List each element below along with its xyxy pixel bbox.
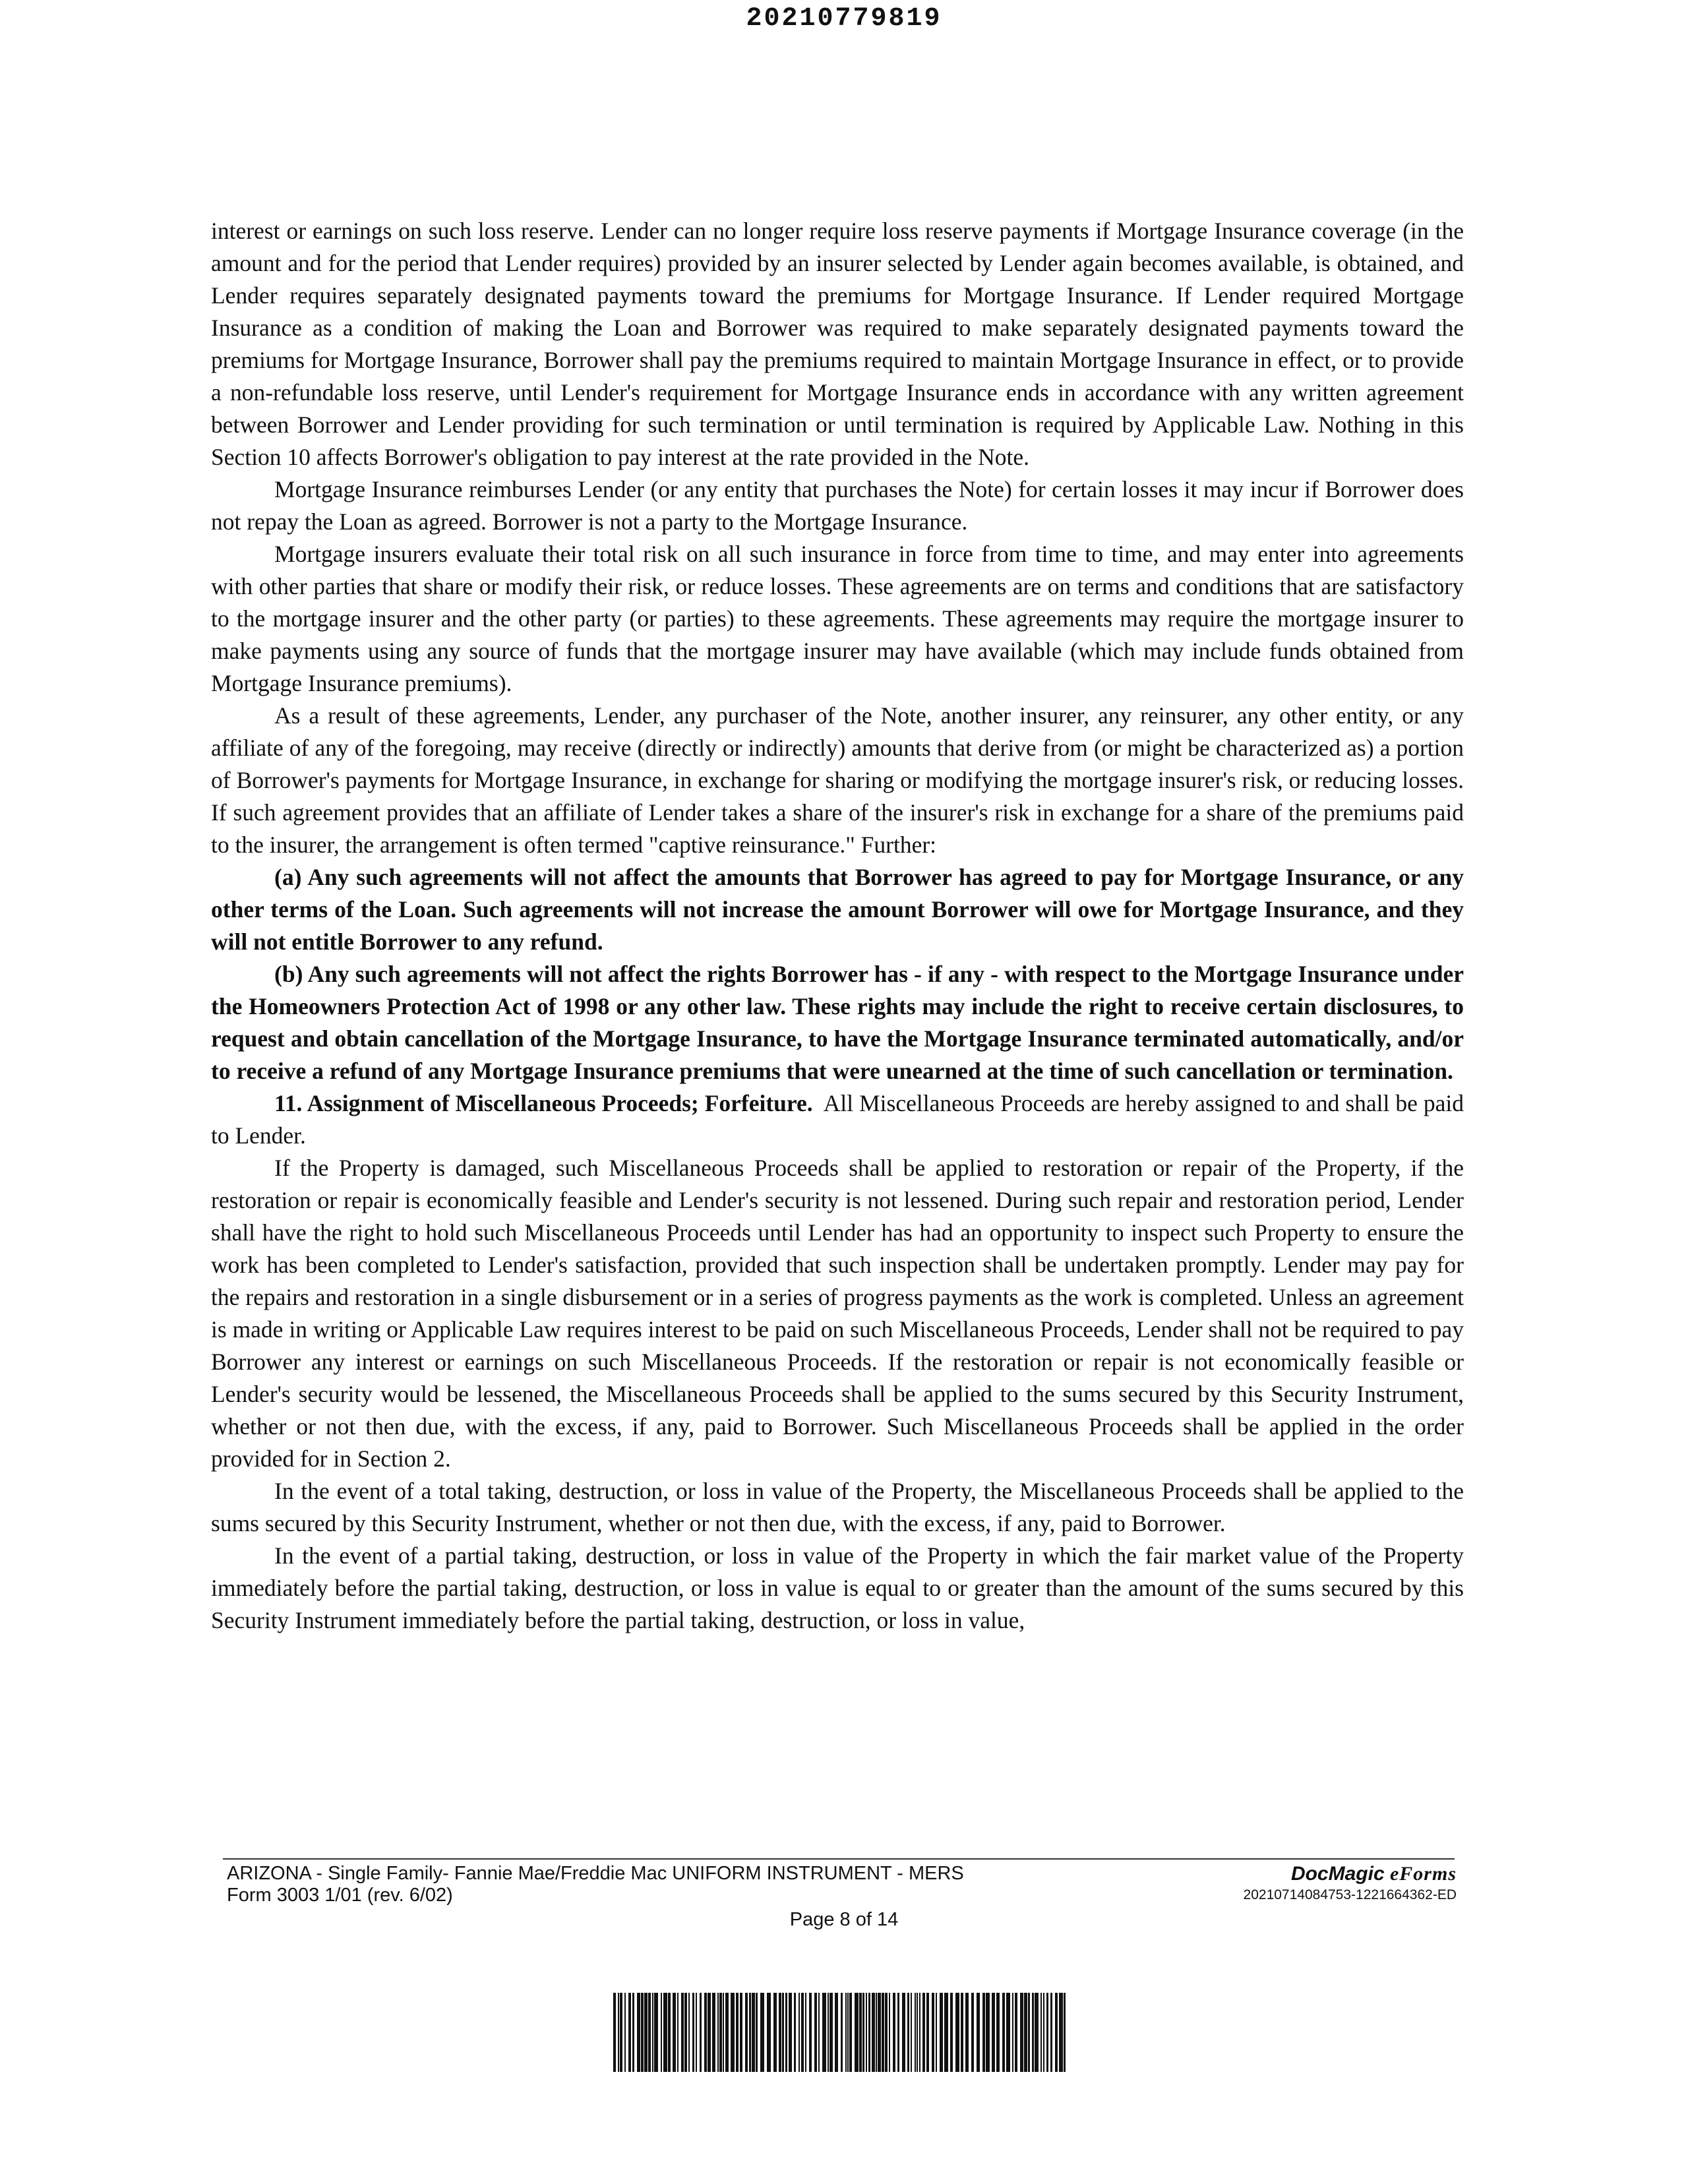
clause-a-text: (a) Any such agreements will not affect the amounts that Borrower has agreed to pay for Mortgage Insurance, or any other terms of the Loan. Such agreements will not increase the amount Borrower will owe for Mortgage Insurance, and they will not entitle Borrower to any refund. [211, 864, 1464, 955]
paragraph-clause-b [211, 958, 1464, 1087]
brand-first: DocMagic [1290, 1863, 1385, 1885]
footer-divider [223, 1858, 1455, 1860]
paragraph-mortgage-insurers-risk: Mortgage insurers evaluate their total risk on all such insurance in force from time to time, and may enter into agreements with other parties that share or modify their risk, or reduce losses. These agreements are on terms and conditions that are satisfactory to the mortgage insurer and the other party (or parties) to these agreements. These agreements may require the mortgage insurer to make payments using any source of funds that the mortgage insurer may have available (which may include funds obtained from Mortgage Insurance premiums). [211, 541, 1464, 696]
document-body [211, 215, 1464, 1637]
docmagic-logo [1244, 1863, 1457, 1885]
section-11-text: All Miscellaneous Proceeds are hereby assigned to and shall be paid to Lender. [211, 1090, 1464, 1149]
page-indicator: Page 8 of 14 [789, 1909, 899, 1930]
form-title: ARIZONA - Single Family- Fannie Mae/Freddie Mac UNIFORM INSTRUMENT - MERS [227, 1863, 964, 1884]
section-11-heading: 11. Assignment of Miscellaneous Proceeds; Forfeiture. [274, 1090, 813, 1116]
barcode-image [613, 1993, 1068, 2072]
brand-second: eForms [1389, 1863, 1457, 1885]
paragraph-partial-taking: In the event of a partial taking, destruction, or loss in value of the Property in which the fair market value of the Property immediately before the partial taking, destruction, or loss in value is equal to or greater than the amount of the sums secured by this Security Instrument immediately before the partial taking, destruction, or loss in value, [211, 1542, 1464, 1633]
document-id: 20210714084753-1221664362-ED [1243, 1887, 1457, 1902]
section-11 [211, 1087, 1464, 1152]
paragraph-clause-a [211, 861, 1464, 958]
paragraph-mortgage-insurance-reimburses: Mortgage Insurance reimburses Lender (or any entity that purchases the Note) for certain losses it may incur if Borrower does not repay the Loan as agreed. Borrower is not a party to the Mortgage Insurance. [211, 476, 1464, 535]
form-number: Form 3003 1/01 (rev. 6/02) [227, 1885, 453, 1906]
paragraph-total-taking: In the event of a total taking, destruction, or loss in value of the Property, the Miscellaneous Proceeds shall be applied to the sums secured by this Security Instrument, whether or not then due, with the excess, if any, paid to Borrower. [211, 1478, 1464, 1536]
recording-number: 20210779819 [746, 4, 942, 34]
paragraph-property-damaged: If the Property is damaged, such Miscellaneous Proceeds shall be applied to restoration or repair of the Property, if the restoration or repair is economically feasible and Lender's security is not lessened. During such repair and restoration period, Lender shall have the right to hold such Miscellaneous Proceeds until Lender has had an opportunity to inspect such Property to ensure the work has been completed to Lender's satisfaction, provided that such inspection shall be undertaken promptly. Lender may pay for the repairs and restoration in a single disbursement or in a series of progress payments as the work is completed. Unless an agreement is made in writing or Applicable Law requires interest to be paid on such Miscellaneous Proceeds, Lender shall not be required to pay Borrower any interest or earnings on such Miscellaneous Proceeds. If the restoration or repair is not economically feasible or Lender's security would be lessened, the Miscellaneous Proceeds shall be applied to the sums secured by this Security Instrument, whether or not then due, with the excess, if any, paid to Borrower. Such Miscellaneous Proceeds shall be applied in the order provided for in Section 2. [211, 1155, 1464, 1472]
footer-brand [1244, 1863, 1457, 1905]
paragraph-agreements-result: As a result of these agreements, Lender, any purchaser of the Note, another insurer, any reinsurer, any other entity, or any affiliate of any of the foregoing, may receive (directly or indirectly) amounts that derive from (or might be characterized as) a portion of Borrower's payments for Mortgage Insurance, in exchange for sharing or modifying the mortgage insurer's risk, or reducing losses. If such agreement provides that an affiliate of Lender takes a share of the insurer's risk in exchange for a share of the premiums paid to the insurer, the arrangement is often termed "captive reinsurance." Further: [211, 702, 1464, 858]
paragraph-loss-reserve: interest or earnings on such loss reserve. Lender can no longer require loss reserve payments if Mortgage Insurance coverage (in the amount and for the period that Lender requires) provided by an insurer selected by Lender again becomes available, is obtained, and Lender requires separately designated payments toward the premiums for Mortgage Insurance. If Lender required Mortgage Insurance as a condition of making the Loan and Borrower was required to make separately designated payments toward the premiums for Mortgage Insurance, Borrower shall pay the premiums required to maintain Mortgage Insurance in effect, or to provide a non-refundable loss reserve, until Lender's requirement for Mortgage Insurance ends in accordance with any written agreement between Borrower and Lender providing for such termination or until termination is required by Applicable Law. Nothing in this Section 10 affects Borrower's obligation to pay interest at the rate provided in the Note. [211, 218, 1464, 470]
clause-b-text: (b) Any such agreements will not affect the rights Borrower has - if any - with respect to the Mortgage Insurance under the Homeowners Protection Act of 1998 or any other law. These rights may include the right to receive certain disclosures, to request and obtain cancellation of the Mortgage Insurance, to have the Mortgage Insurance terminated automatically, and/or to receive a refund of any Mortgage Insurance premiums that were unearned at the time of such cancellation or termination. [211, 961, 1464, 1084]
footer-form-info [227, 1863, 964, 1906]
